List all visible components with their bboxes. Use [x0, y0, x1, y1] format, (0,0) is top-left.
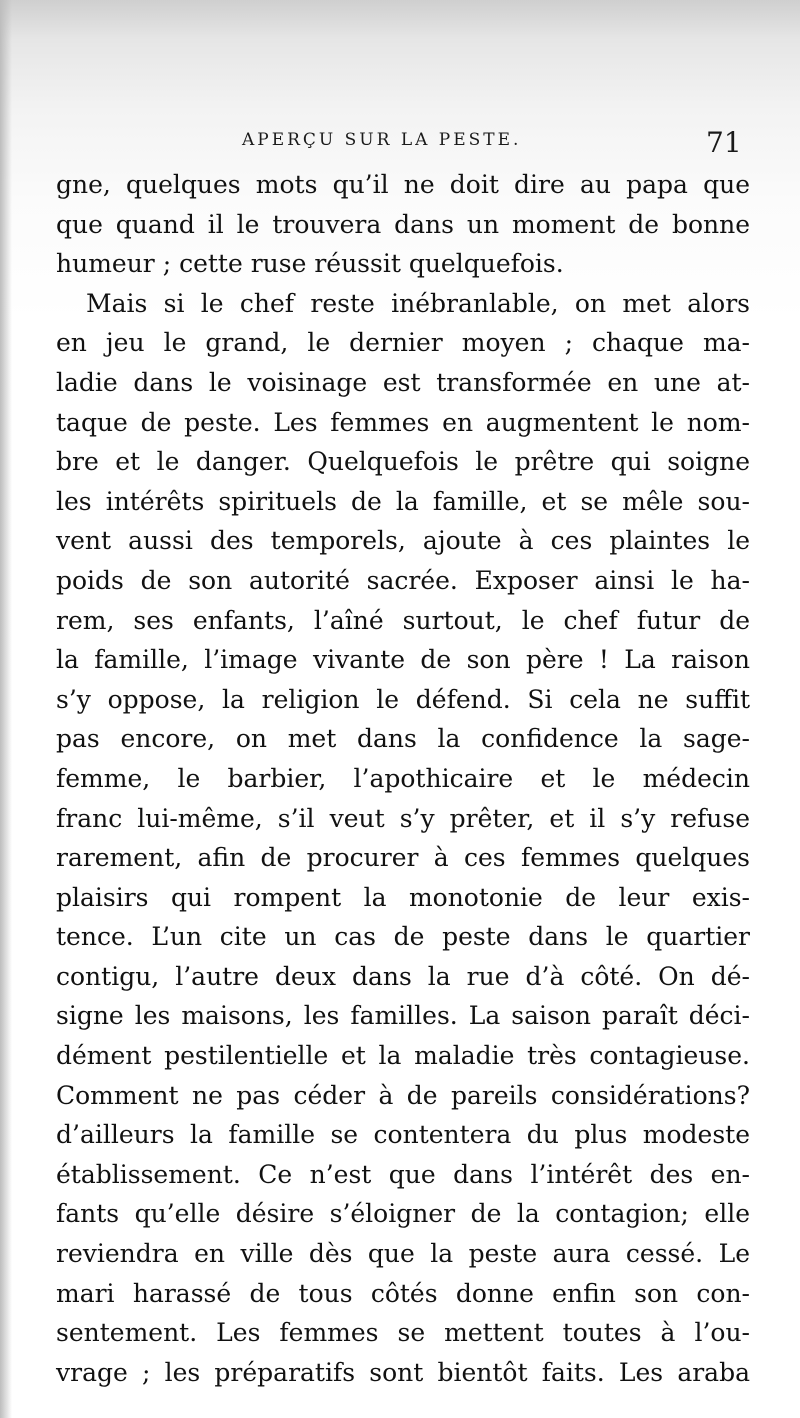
text-line: en jeu le grand, le dernier moyen ; chaque ma- [56, 328, 750, 358]
text-line: taque de peste. Les femmes en augmentent le nom- [56, 407, 750, 437]
text-line: signe les maisons, les familles. La saison paraît déci- [56, 1001, 750, 1031]
text-line: rarement, afin de procurer à ces femmes quelques [56, 843, 750, 873]
text-line: sentement. Les femmes se mettent toutes à l’ou- [56, 1318, 750, 1348]
text-line: vent aussi des temporels, ajoute à ces plaintes le [56, 526, 750, 556]
text-line: vrage ; les préparatifs sont bientôt faits. Les araba [56, 1357, 750, 1387]
text-line: rem, ses enfants, l’aîné surtout, le chef futur de [56, 605, 750, 635]
text-line: ladie dans le voisinage est transformée en une at- [56, 367, 750, 397]
text-line: reviendra en ville dès que la peste aura cessé. Le [56, 1239, 750, 1269]
text-line: d’ailleurs la famille se contentera du plus modeste [56, 1120, 750, 1150]
text-line: contigu, l’autre deux dans la rue d’à côté. On dé- [56, 961, 750, 991]
text-line: bre et le danger. Quelquefois le prêtre qui soigne [56, 447, 750, 477]
text-line: gne, quelques mots qu’il ne doit dire au papa que [56, 170, 750, 199]
text-line: les intérêts spirituels de la famille, et se mêle sou- [56, 486, 750, 516]
text-line: établissement. Ce n’est que dans l’intérêt des en- [56, 1159, 750, 1189]
text-line: franc lui-même, s’il veut s’y prêter, et il s’y refuse [56, 803, 750, 833]
text-line: plaisirs qui rompent la monotonie de leur exis- [56, 882, 750, 912]
text-line: humeur ; cette ruse réussit quelquefois. [56, 249, 564, 279]
running-title: APERÇU SUR LA PESTE. [242, 130, 522, 150]
text-line: Mais si le chef reste inébranlable, on met alors [86, 288, 750, 318]
text-line: que quand il le trouvera dans un moment de bonne [56, 209, 750, 239]
text-line: Comment ne pas céder à de pareils considérations? [56, 1080, 750, 1110]
text-line: la famille, l’image vivante de son père ! La raison [56, 645, 750, 675]
text-line: poids de son autorité sacrée. Exposer ainsi le ha- [56, 565, 750, 595]
text-line: pas encore, on met dans la confidence la sage- [56, 724, 750, 754]
text-line: mari harassé de tous côtés donne enfin son con- [56, 1278, 750, 1308]
text-line: femme, le barbier, l’apothicaire et le médecin [56, 763, 750, 793]
text-line: fants qu’elle désire s’éloigner de la contagion; elle [56, 1199, 750, 1229]
text-line: tence. L’un cite un cas de peste dans le quartier [56, 922, 750, 952]
text-line: s’y oppose, la religion le défend. Si cela ne suffit [56, 684, 750, 714]
page-number: 71 [706, 126, 742, 159]
page-shadow-edge [0, 0, 12, 1418]
body-text [56, 165, 750, 1392]
page-header [0, 126, 800, 166]
text-line: dément pestilentielle et la maladie très contagieuse. [56, 1041, 750, 1071]
